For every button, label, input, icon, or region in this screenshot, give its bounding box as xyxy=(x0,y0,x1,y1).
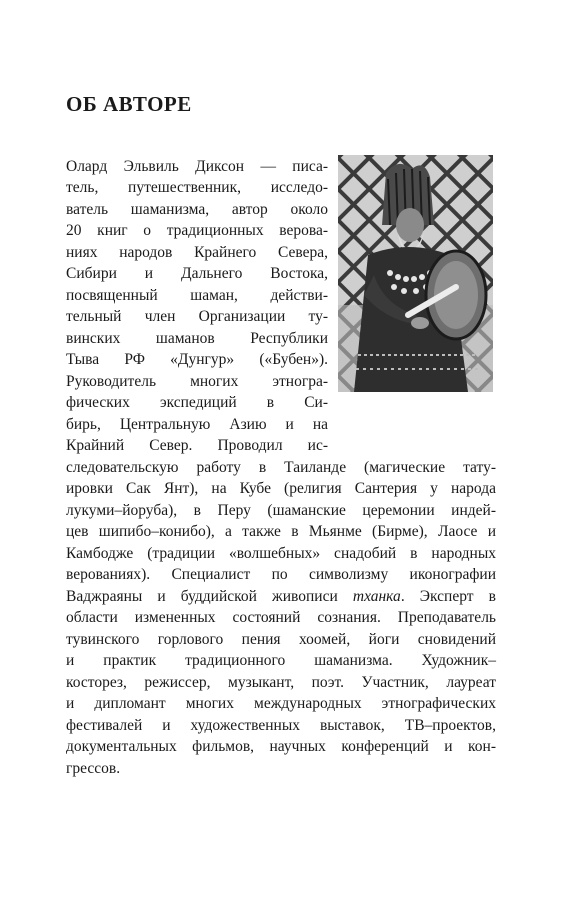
bio-line: и дипломант многих международных этнографических xyxy=(66,695,496,712)
bio-line: Олард Эльвиль Диксон — писа- xyxy=(66,158,328,175)
bio-line: тель, путешественник, исследо- xyxy=(66,179,328,196)
bio-line: и практик традиционного шаманизма. Художник– xyxy=(66,652,496,669)
bio-line: цев шипибо–конибо), а также в Мьянме (Бирме), Лаосе и xyxy=(66,523,496,540)
bio-line: ниях народов Крайнего Севера, xyxy=(66,244,328,261)
bio-text: . Эксперт в xyxy=(400,588,496,605)
bio-line: Сибири и Дальнего Востока, xyxy=(66,265,328,282)
bio-line: фических экспедиций в Си- xyxy=(66,394,328,411)
bio-line: посвященный шаман, действи- xyxy=(66,287,328,304)
author-photo xyxy=(338,155,493,392)
bio-line: 20 книг о традиционных верова- xyxy=(66,222,328,239)
bio-line: следовательскую работу в Таиланде (магические тату- xyxy=(66,459,496,476)
bio-line: Крайний Север. Проводил ис- xyxy=(66,437,328,454)
bio-italic-term: тханка xyxy=(352,588,401,605)
bio-line: лукуми–йоруба), в Перу (шаманские церемонии индей- xyxy=(66,502,496,519)
bio-line: фестивалей и художественных выставок, ТВ–проектов, xyxy=(66,717,496,734)
bio-line: тувинского горлового пения хоомей, йоги сновидений xyxy=(66,631,496,648)
bio-line: ватель шаманизма, автор около xyxy=(66,201,328,218)
bio-line: верованиях). Специалист по символизму иконографии xyxy=(66,566,496,583)
bio-line: Камбодже (традиции «волшебных» снадобий в народных xyxy=(66,545,496,562)
bio-line: винских шаманов Республики xyxy=(66,330,328,347)
bio-text: Ваджраяны и буддийской живописи xyxy=(66,588,353,605)
bio-line: косторез, режиссер, музыкант, поэт. Участник, лауреат xyxy=(66,674,496,691)
bio-line: области измененных состояний сознания. Преподаватель xyxy=(66,609,496,626)
bio-line: тельный член Организации ту- xyxy=(66,308,328,325)
bio-line: Руководитель многих этногра- xyxy=(66,373,328,390)
bio-line: грессов. xyxy=(66,760,121,777)
bio-line: Тыва РФ «Дунгур» («Бубен»). xyxy=(66,351,328,368)
bio-line: ировки Сак Янт), на Кубе (религия Сантерия у народа xyxy=(66,480,496,497)
bio-line: документальных фильмов, научных конференций и кон- xyxy=(66,738,496,755)
bio-line: бирь, Центральную Азию и на xyxy=(66,416,328,433)
section-title: ОБ АВТОРЕ xyxy=(66,92,192,116)
bio-line xyxy=(66,586,496,607)
